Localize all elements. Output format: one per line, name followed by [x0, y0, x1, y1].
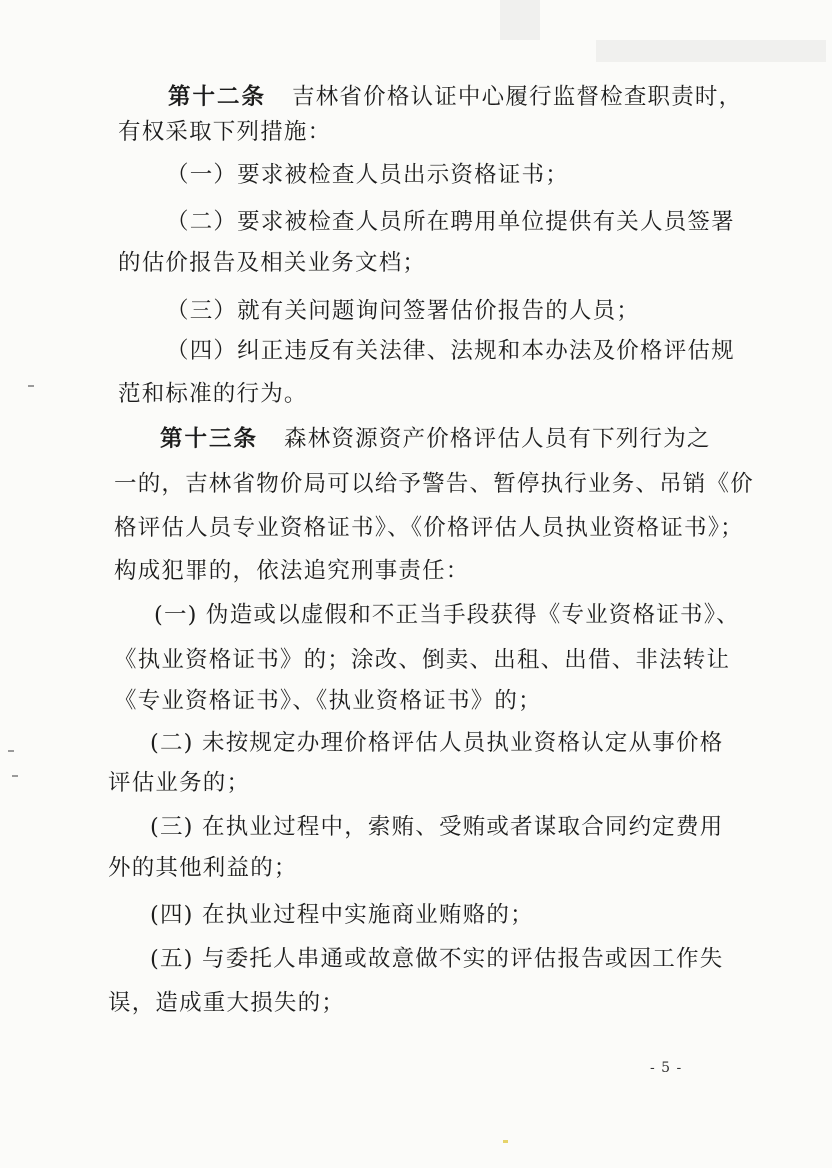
text-line: 的估价报告及相关业务文档；	[118, 250, 427, 276]
article-12-text: 吉林省价格认证中心履行监督检查职责时，	[292, 84, 743, 110]
page-number: - 5 -	[650, 1060, 683, 1076]
text-line: (四) 在执业过程中实施商业贿赂的；	[150, 902, 534, 928]
text-line: 范和标准的行为。	[118, 381, 308, 407]
text-line: 评估业务的；	[108, 770, 251, 796]
text-line: （二）要求被检查人员所在聘用单位提供有关人员签署	[166, 209, 735, 235]
article-13-text: 森林资源资产价格评估人员有下列行为之	[284, 426, 711, 452]
article-13-first-line	[160, 424, 711, 454]
text-line: 格评估人员专业资格证书》、《价格评估人员执业资格证书》；	[114, 515, 744, 541]
scan-artifact	[596, 40, 826, 62]
scan-speck	[8, 750, 14, 752]
text-line: （三）就有关问题询问签署估价报告的人员；	[166, 298, 641, 324]
text-line: 《专业资格证书》、《执业资格证书》的；	[114, 688, 542, 714]
text-line: 《执业资格证书》的；涂改、倒卖、出租、出借、非法转让	[114, 647, 731, 673]
scan-speck	[12, 775, 18, 777]
text-line: （一）要求被检查人员出示资格证书；	[166, 162, 569, 188]
text-line: 外的其他利益的；	[108, 855, 298, 881]
text-line: (五) 与委托人串通或故意做不实的评估报告或因工作失	[150, 946, 724, 972]
text-line: (一) 伪造或以虚假和不正当手段获得《专业资格证书》、	[154, 602, 740, 628]
article-12-heading: 第十二条	[168, 84, 267, 110]
text-line: 一的，吉林省物价局可以给予警告、暂停执行业务、吊销《价	[114, 471, 754, 497]
scan-speck	[503, 1140, 508, 1143]
scan-speck	[28, 385, 34, 387]
text-line: （四）纠正违反有关法律、法规和本办法及价格评估规	[166, 338, 735, 364]
text-line: 构成犯罪的，依法追究刑事责任：	[114, 558, 470, 584]
text-line: (三) 在执业过程中，索贿、受贿或者谋取合同约定费用	[150, 814, 724, 840]
scan-artifact	[500, 0, 540, 40]
article-13-heading: 第十三条	[160, 426, 259, 452]
article-12-first-line	[168, 82, 742, 112]
text-line: 有权采取下列措施：	[118, 119, 332, 145]
text-line: 误，造成重大损失的；	[108, 990, 346, 1016]
text-line: (二) 未按规定办理价格评估人员执业资格认定从事价格	[150, 730, 724, 756]
